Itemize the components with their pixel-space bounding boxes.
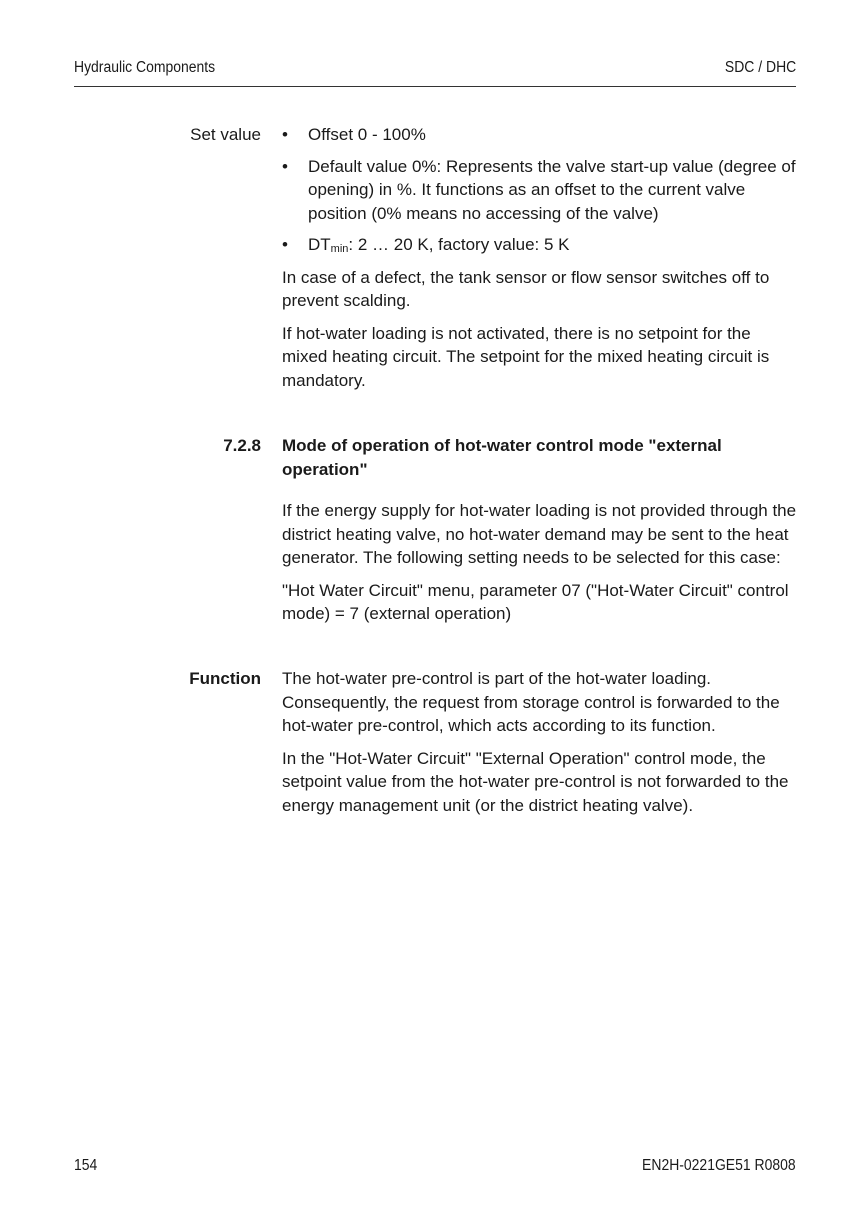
function-label: Function [189, 669, 261, 688]
section-number: 7.2.8 [223, 436, 261, 455]
paragraph: In the "Hot-Water Circuit" "External Operation" control mode, the setpoint value from the hot-water pre-control is not forwarded to the energy management unit (or the district heating valve). [282, 748, 789, 815]
document-id: EN2H-0221GE51 R0808 [642, 1157, 796, 1174]
set-value-label: Set value [190, 125, 261, 144]
page-footer [74, 1157, 796, 1179]
header-product: SDC / DHC [724, 59, 796, 76]
paragraph: The hot-water pre-control is part of the hot-water loading. Consequently, the request from storage control is forwarded to the hot-water pre-control, which acts according to its function. [282, 669, 780, 735]
function-content [282, 667, 798, 826]
bullet-prefix: DT [308, 235, 331, 254]
page-number: 154 [74, 1157, 98, 1174]
paragraph: In case of a defect, the tank sensor or flow sensor switches off to prevent scalding. [282, 267, 770, 310]
bullet-item [282, 155, 798, 226]
set-value-bullets [282, 123, 798, 257]
bullet-item [282, 233, 798, 257]
bullet-item [282, 123, 798, 147]
page-header [74, 56, 796, 87]
bullet-text: Default value 0%: Represents the valve start-up value (degree of opening) in %. It functions as an offset to the current valve position (0% means no accessing of the valve) [308, 156, 796, 223]
paragraph: If hot-water loading is not activated, there is no setpoint for the mixed heating circuit. The setpoint for the mixed heating circuit is mandatory. [282, 323, 770, 390]
bullet-dot: • [282, 125, 288, 144]
section-title: Mode of operation of hot-water control mode "external operation" [282, 436, 722, 479]
bullet-dot: • [282, 156, 288, 176]
bullet-subscript: min [330, 243, 349, 255]
bullet-text: Offset 0 - 100% [308, 125, 426, 144]
paragraph: "Hot Water Circuit" menu, parameter 07 ("Hot-Water Circuit" control mode) = 7 (external operation) [282, 580, 789, 623]
paragraph: If the energy supply for hot-water loading is not provided through the district heating valve, no hot-water demand may be sent to the heat generator. The following setting needs to be selected for this case: [282, 501, 797, 567]
header-section-title: Hydraulic Components [74, 59, 216, 76]
bullet-suffix: : 2 … 20 K, factory value: 5 K [348, 235, 570, 254]
set-value-content [282, 123, 798, 401]
section-content [282, 499, 798, 635]
bullet-dot: • [282, 235, 288, 254]
